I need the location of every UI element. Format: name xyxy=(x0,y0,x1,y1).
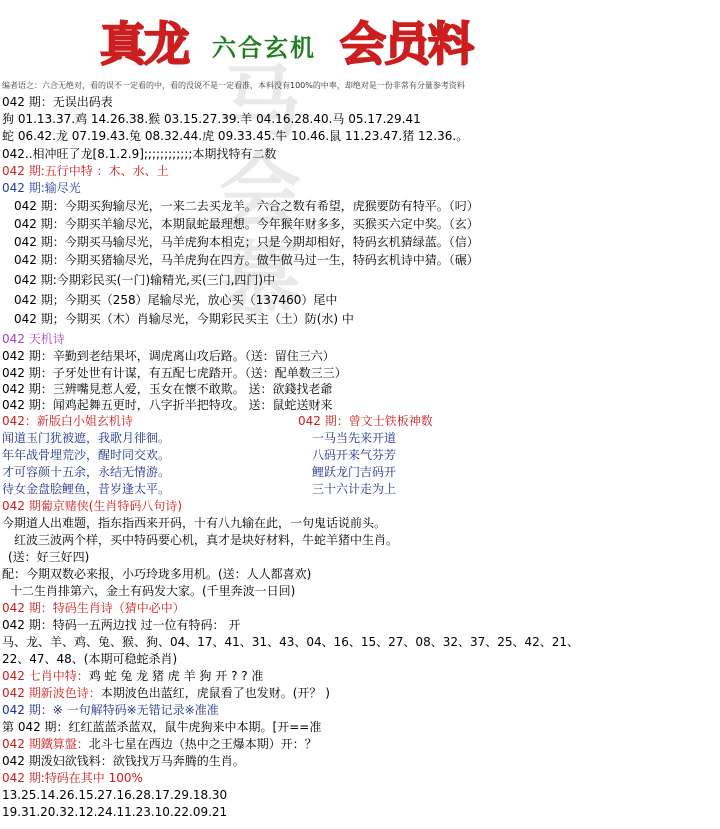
line-heaven-poem-2: 042 期：子牙处世有计谋，有五配七虎踏开。（送：配单数三三） xyxy=(2,366,347,380)
line-match: 配：今期双数必来报，小巧玲珑多用机。(送：人人都喜欢) xyxy=(2,567,312,581)
line-miss-bai-4: 待女金盘脍鲤鱼，昔岁逢太平。 xyxy=(2,482,171,496)
line-one-sentence-heading: 042 期：※ 一句解特码※无错记录※准准 xyxy=(2,703,219,717)
line-gambler-gift: (送：好三好四) xyxy=(8,550,90,564)
line-miss-bai-heading: 042：新版白小姐玄机诗 xyxy=(2,414,133,428)
banner-title-mid: 六合玄机 xyxy=(212,33,316,62)
line-miss-bai-2: 年年战骨埋荒沙，醒时同交欢。 xyxy=(2,448,171,462)
line-red-blue: 第 042 期：红红蓝蓝杀蓝双，鼠牛虎狗来中本期。[开==准 xyxy=(2,720,322,734)
line-lose-horse: 042 期：今期买马输尽光，马羊虎狗本相克；只是今期却相好，特码玄机猜绿蓝。（信） xyxy=(14,235,479,249)
line-lose-pig: 042 期：今期买猪输尽光，马羊虎狗在四方。做牛做马过一生，特码玄机诗中猜。（碾） xyxy=(14,253,479,267)
line-heaven-poem-4: 042 期：闻鸡起舞五更时，八字折半把特攻。 送：鼠蛇送财来 xyxy=(2,398,333,412)
line-zeng-2: 八码开来气芬芳 xyxy=(312,448,397,462)
seven-zodiac-value: 鸡 蛇 兔 龙 猪 虎 羊 狗 开 ? ? 准 xyxy=(88,669,264,683)
disclaimer-text: 编者语之：六合无绝对，看的误不一定看的中，看的没说不是一定看准，本料没有100%的中率，却绝对是一份非常有分量参考资料 xyxy=(2,81,465,90)
line-number-list-2: 19.31.20.32.12.24.11.23.10.22.09.21 xyxy=(2,805,228,819)
line-money-tip: 042 期泼妇欲钱料：欲钱找万马奔腾的生肖。 xyxy=(2,754,245,768)
wave-color-value: 本期波色出蓝红，虎鼠看了也发财。(开？ ) xyxy=(100,686,330,700)
line-zeng-4: 三十六计走为上 xyxy=(312,482,397,496)
line-abacus xyxy=(2,736,317,753)
banner-title-left: 真龙 xyxy=(100,17,188,71)
line-five-elements: 042 期:五行中特 ：木、水、土 xyxy=(2,164,169,178)
watermark: 马会慕 xyxy=(218,56,301,328)
abacus-label: 042 期鐵算盤： xyxy=(2,737,89,751)
seven-zodiac-label: 042 七肖中特： xyxy=(2,669,89,683)
line-miss-bai-3: 才可容颜十五余，永结无情游。 xyxy=(2,465,171,479)
line-zeng-3: 鲤跃龙门吉码开 xyxy=(312,465,397,479)
line-special-zodiac-heading: 042 期：特码生肖诗（猜中必中） xyxy=(2,601,185,615)
line-lose-tail: 042 期；今期买（258）尾输尽光，放心买（137460）尾中 xyxy=(14,293,338,307)
line-lose-door: 042 期:今期彩民买(一门)输精光,买(三门,四门)中 xyxy=(14,273,276,287)
line-special-within-heading: 042 期:特码在其中 100% xyxy=(2,771,143,785)
line-zodiac-numbers-2: 蛇 06.42.龙 07.19.43.兔 08.32.44.虎 09.33.45.牛 10.46.鼠 11.23.47.猪 12.36.。 xyxy=(2,129,469,143)
banner-title-right: 会员料 xyxy=(340,17,472,71)
line-special-code-sides: 042 期：特码一五两边找 过一位有特码： 开 xyxy=(2,618,241,632)
line-gambler-1: 今期道人出难题，指东指西来开码，十有八九输在此，一句鬼话说前头。 xyxy=(2,516,387,530)
line-zodiac-number-list-1: 马、龙、羊、鸡、兔、猴、狗、04、17、41、31、43、04、16、15、27、08、32、37、25、42、21、 xyxy=(2,635,580,649)
line-heaven-poem-3: 042 期：三辨嘴見惹人爱，玉女在懷不敢欺。 送：欲錢找老爺 xyxy=(2,382,333,396)
line-heaven-poem-1: 042 期：辛勤到老结果坏，调虎离山攻后路。（送：留住三六） xyxy=(2,349,335,363)
line-clash-dragon: 042..相冲旺了龙[8.1.2.9];;;;;;;;;;;;本期找特有二数 xyxy=(2,147,277,161)
line-heaven-poem-heading: 042 天机诗 xyxy=(2,332,65,346)
wave-color-label: 042 期新波色诗： xyxy=(2,686,101,700)
line-gambler-2: 红波三波两个样，买中特码要心机，真才是块好材料，牛蛇羊猪中生肖。 xyxy=(14,533,399,547)
line-number-list-1: 13.25.14.26.15.27.16.28.17.29.18.30 xyxy=(2,788,228,802)
header-banner xyxy=(0,0,720,80)
line-seven-zodiac xyxy=(2,668,263,685)
line-lose-wood: 042 期；今期买（木）肖输尽光，今期彩民买主（土）防(水) 中 xyxy=(14,312,354,326)
line-zodiac-numbers-1: 狗 01.13.37.鸡 14.26.38.猴 03.15.27.39.羊 04.16.28.40.马 05.17.29.41 xyxy=(2,112,421,126)
abacus-value: 北斗七星在西边（热中之王爆本期）开：？ xyxy=(88,737,317,751)
line-gambler-heading: 042 期葡京赌侠(生肖特码八句诗) xyxy=(2,499,183,513)
line-zeng-heading: 042 期：曾文士铁板神数 xyxy=(298,414,433,428)
line-lose-goat: 042 期：今期买羊输尽光，本期鼠蛇最理想。今年猴年财多多，买猴买六定中奖。（玄） xyxy=(14,217,479,231)
line-zodiac-sixth: 十二生肖排第六，金土有码发大家。(千里奔波一日回) xyxy=(10,584,296,598)
line-zodiac-number-list-2: 22、47、48、(本期可稳蛇杀肖) xyxy=(2,652,178,666)
line-no-error-code-table: 042 期：无误出码表 xyxy=(2,95,113,109)
line-zeng-1: 一马当先来开道 xyxy=(312,431,397,445)
line-lose-all-heading: 042 期:输尽光 xyxy=(2,181,81,195)
line-miss-bai-1: 闻道玉门犹被遮，我歌月徘徊。 xyxy=(2,431,171,445)
line-wave-color xyxy=(2,685,330,702)
line-lose-dog: 042 期：今期买狗输尽光，一来二去买龙羊。六合之数有希望，虎猴要防有特平。（叼） xyxy=(14,199,479,213)
